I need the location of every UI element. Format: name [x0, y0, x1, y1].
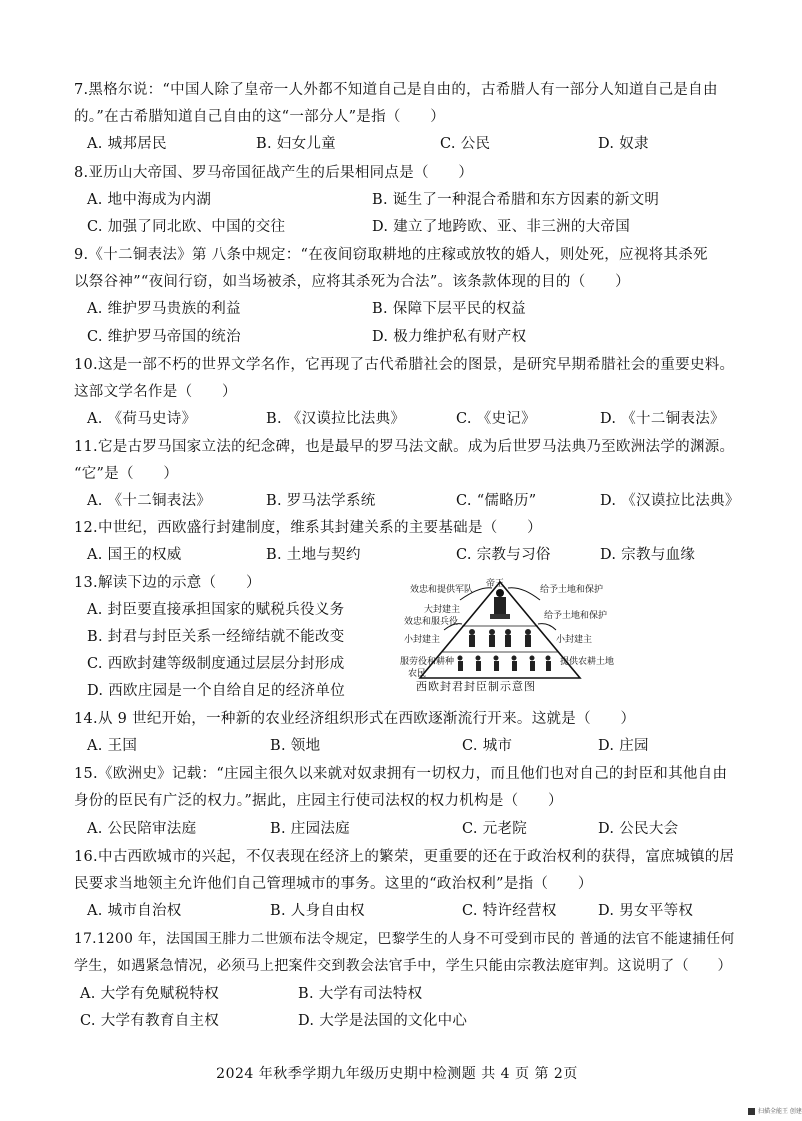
q12-option-a: A. 国王的权威	[87, 547, 182, 563]
q7-stem-line2: 的。”在古希腊知道自己自由的这“一部分人”是指（ ）	[74, 109, 446, 125]
q14-option-c: C. 城市	[462, 738, 513, 754]
q9-option-c: C. 维护罗马帝国的统治	[87, 329, 241, 345]
q12-option-d: D. 宗教与血缘	[600, 547, 696, 563]
q10-option-a: A. 《荷马史诗》	[87, 411, 197, 427]
q15-option-c: C. 元老院	[462, 821, 528, 837]
q10-option-c: C. 《史记》	[456, 411, 536, 427]
q16-option-d: D. 男女平等权	[598, 903, 694, 919]
q11-option-b: B. 罗马法学系统	[266, 493, 376, 509]
q9-option-d: D. 极力维护私有财产权	[372, 329, 527, 345]
q13-option-c: C. 西欧封建等级制度通过层层分封形成	[87, 656, 345, 672]
q12-option-b: B. 土地与契约	[266, 547, 361, 563]
q15-option-a: A. 公民陪审法庭	[87, 821, 197, 837]
q14-option-d: D. 庄园	[598, 738, 649, 754]
label-labor-farming: 服劳役和耕种	[400, 657, 455, 667]
q17-stem-line2: 学生，如遇紧急情况，必须马上把案件交到教会法官手中，学生只能由宗教法庭审判。这说明了（ ）	[74, 958, 732, 974]
q15-stem-line1: 15.《欧洲史》记载：“庄园主很久以来就对奴隶拥有一切权力，而且他们也对自己的封臣和其他自由	[74, 766, 728, 782]
q16-option-c: C. 特许经营权	[462, 903, 557, 919]
scanner-watermark	[748, 1106, 802, 1115]
scanner-watermark-text: 扫描全能王 创建	[758, 1108, 802, 1115]
q15-stem-line2: 身份的臣民有广泛的权力。”据此，庄园主行使司法权的权力机构是（ ）	[74, 793, 563, 809]
q16-stem-line1: 16.中古西欧城市的兴起，不仅表现在经济上的繁荣，更重要的还在于政治权利的获得，富庶城镇的居	[74, 849, 735, 865]
q10-stem-line2: 这部文学名作是（ ）	[74, 384, 237, 400]
qr-icon	[748, 1108, 755, 1115]
label-grant-land-protection-2: 给予土地和保护	[544, 611, 608, 621]
label-provide-land: 提供农耕土地	[560, 657, 615, 667]
q11-stem-line1: 11.它是古罗马国家立法的纪念碑，也是最早的罗马法文献。成为后世罗马法典乃至欧洲法学的渊源。	[74, 439, 735, 455]
q13-option-d: D. 西欧庄园是一个自给自足的经济单位	[87, 683, 346, 699]
q8-option-c: C. 加强了同北欧、中国的交往	[87, 219, 286, 235]
label-allegiance-service: 效忠和服兵役	[404, 617, 459, 627]
q7-option-b: B. 妇女儿童	[256, 136, 336, 152]
q14-option-a: A. 王国	[87, 738, 138, 754]
q14-option-b: B. 领地	[270, 738, 321, 754]
q17-option-d: D. 大学是法国的文化中心	[298, 1013, 468, 1029]
q8-option-b: B. 诞生了一种混合希腊和东方因素的新文明	[372, 192, 660, 208]
q17-option-c: C. 大学有教育自主权	[80, 1013, 220, 1029]
q9-stem-line1: 9.《十二铜表法》第 八条中规定：“在夜间窃取耕地的庄稼或放牧的婚人，则处死，应视将其杀死	[74, 247, 708, 263]
label-peasants: 农民	[408, 669, 427, 679]
q15-option-b: B. 庄园法庭	[270, 821, 350, 837]
knight-figures	[458, 656, 552, 672]
q7-stem-line1: 7.黑格尔说：“中国人除了皇帝一人外都不知道自己是自由的，古希腊人有一部分人知道自己是自由	[74, 82, 718, 98]
label-king: 帝王	[486, 579, 505, 589]
noble-figures	[469, 629, 531, 647]
q11-option-c: C. “儒略历”	[456, 493, 537, 509]
q17-stem-line1: 17.1200 年，法国国王腓力二世颁布法令规定，巴黎学生的人身不可受到市民的 普通的法官不能逮捕任何	[74, 931, 735, 947]
q8-stem-line1: 8.亚历山大帝国、罗马帝国征战产生的后果相同点是（ ）	[74, 165, 474, 181]
q14-stem-line1: 14.从 9 世纪开始，一种新的农业经济组织形式在西欧逐渐流行开来。这就是（ ）	[74, 711, 636, 727]
page-footer: 2024 年秋季学期九年级历史期中检测题 共 4 页 第 2页	[216, 1066, 578, 1082]
q13-stem-line1: 13.解读下边的示意（ ）	[74, 575, 261, 591]
q17-option-a: A. 大学有免赋税特权	[80, 986, 219, 1002]
q10-option-b: B. 《汉谟拉比法典》	[266, 411, 406, 427]
q16-option-b: B. 人身自由权	[270, 903, 365, 919]
label-allegiance-army: 效忠和提供军队	[410, 585, 474, 595]
q12-option-c: C. 宗教与习俗	[456, 547, 551, 563]
q10-option-d: D. 《十二铜表法》	[600, 411, 725, 427]
q17-option-b: B. 大学有司法特权	[298, 986, 423, 1002]
label-small-lord-left: 小封建主	[404, 635, 441, 645]
q13-option-b: B. 封君与封臣关系一经缔结就不能改变	[87, 629, 345, 645]
q9-option-a: A. 维护罗马贵族的利益	[87, 301, 241, 317]
q7-option-d: D. 奴隶	[598, 136, 649, 152]
q9-stem-line2: 以祭谷神”“夜间行窃，如当场被杀，应将其杀死为合法”。该条款体现的目的（ ）	[74, 274, 630, 290]
q8-option-d: D. 建立了地跨欧、亚、非三洲的大帝国	[372, 219, 631, 235]
king-figure	[490, 589, 510, 619]
q13-option-a: A. 封臣要直接承担国家的赋税兵役义务	[87, 602, 345, 618]
q15-option-d: D. 公民大会	[598, 821, 679, 837]
figure-caption: 西欧封君封臣制示意图	[416, 680, 536, 693]
q9-option-b: B. 保障下层平民的权益	[372, 301, 526, 317]
q11-option-a: A. 《十二铜表法》	[87, 493, 212, 509]
q16-option-a: A. 城市自治权	[87, 903, 182, 919]
q7-option-c: C. 公民	[440, 136, 491, 152]
q16-stem-line2: 民要求当地领主允许他们自己管理城市的事务。这里的“政治权利”是指（ ）	[74, 876, 593, 892]
q12-stem-line1: 12.中世纪，西欧盛行封建制度，维系其封建关系的主要基础是（ ）	[74, 520, 542, 536]
q8-option-a: A. 地中海成为内湖	[87, 192, 212, 208]
q11-stem-line2: “它”是（ ）	[74, 466, 179, 482]
q10-stem-line1: 10.这是一部不朽的世界文学名作，它再现了古代希腊社会的图景，是研究早期希腊社会的重要史料。	[74, 357, 735, 373]
q11-option-d: D. 《汉谟拉比法典》	[600, 493, 740, 509]
q7-option-a: A. 城邦居民	[87, 136, 167, 152]
label-grant-land-protection: 给予土地和保护	[540, 585, 604, 595]
label-small-lord-right: 小封建主	[556, 635, 593, 645]
label-big-lord: 大封建主	[424, 605, 461, 615]
